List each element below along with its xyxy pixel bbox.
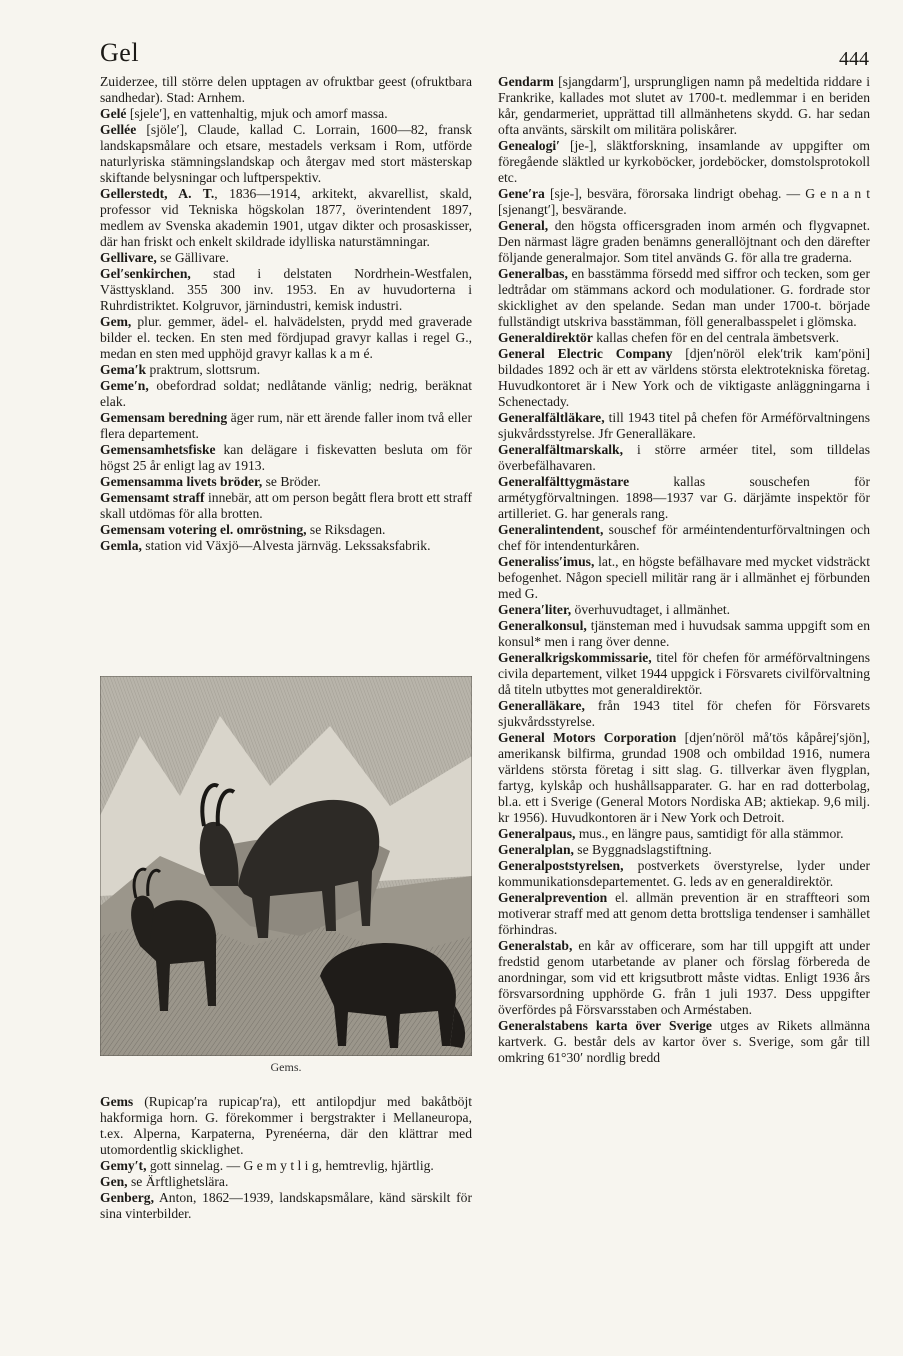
dictionary-entry (100, 250, 472, 266)
entry-text: tjänsteman med i huvudsak samma uppgift som en konsul* men i rang över denne. (498, 618, 870, 649)
dictionary-entry (100, 378, 472, 410)
entry-text: gott sinnelag. — G e m y t l i g, hemtrevlig, hjärtlig. (146, 1158, 434, 1173)
entry-text: se Riksdagen. (306, 522, 386, 537)
left-column-lower (100, 1094, 472, 1222)
entry-headword: Generalstab, (498, 938, 573, 953)
dictionary-entry (100, 1094, 472, 1158)
entry-text: Zuiderzee, till större delen upptagen av ofruktbar geest (ofruktbara sandhedar). Stad: Arnhem. (100, 74, 472, 105)
entry-headword: Gel′senkirchen, (100, 266, 191, 281)
entry-text: [djen′nöröl elek′trik kam′pöni] bildades 1892 och är ett av världens största elektrotekniska företag. Huvudkontoret är i New York och de viktigaste anläggningarna i Schenectady. (498, 346, 871, 409)
dictionary-entry (498, 618, 870, 650)
entry-text: lat., en högste befälhavare med mycket vidsträckt befogenhet. Någon speciell militär rang är i allmänhet ej förbunden med G. (498, 554, 870, 601)
entry-headword: Generalplan, (498, 842, 574, 857)
entry-headword: Gellivare, (100, 250, 157, 265)
entry-text: till 1943 titel på chefen för Arméförvaltningens sjukvårdsstyrelse. Jfr Generalläkare. (498, 410, 870, 441)
entry-text: den högsta officersgraden inom armén och flygvapnet. Den närmast lägre graden benämns generallöjtnant och den därefter följande generalmajor. Som titel används G. för alla tre graderna. (498, 218, 870, 265)
running-head: Gel (100, 38, 140, 67)
chamois-illustration (100, 676, 472, 1056)
dictionary-entry (498, 474, 870, 522)
entry-headword: Generaldirektör (498, 330, 593, 345)
entry-headword: Generalfälttygmästare (498, 474, 630, 489)
entry-headword: Gendarm (498, 74, 554, 89)
entry-headword: Gelé (100, 106, 127, 121)
dictionary-entry (100, 122, 472, 186)
entry-headword: Gene′ra (498, 186, 545, 201)
dictionary-entry (498, 826, 870, 842)
page-number: 444 (839, 48, 869, 70)
dictionary-entry (100, 1174, 472, 1190)
entry-text: äger rum, när ett ärende faller inom två eller flera departement. (100, 410, 472, 441)
entry-text: mus., en längre paus, samtidigt för alla stämmor. (575, 826, 844, 841)
entry-text: station vid Växjö—Alvesta järnväg. Lekssaksfabrik. (141, 538, 431, 553)
entry-headword: Genera′liter, (498, 602, 572, 617)
entry-headword: Gemy′t, (100, 1158, 147, 1173)
entry-headword: Gems (100, 1094, 134, 1109)
entry-text: se Bröder. (262, 474, 321, 489)
dictionary-entry (100, 1190, 472, 1222)
entry-text: se Ärftlighetslära. (127, 1174, 229, 1189)
dictionary-entry (100, 410, 472, 442)
dictionary-entry (498, 74, 870, 138)
entry-headword: Generalpaus, (498, 826, 576, 841)
entry-text: [je-], släktforskning, insamlande av uppgifter om föregående släktled ur kyrkoböcker, jordeböcker, domstolsprotokoll etc. (498, 138, 870, 185)
entry-headword: Geme′n, (100, 378, 149, 393)
entry-text: postverkets överstyrelse, lyder under kommunikationsdepartementet. G. leds av en generaldirektör. (498, 858, 870, 889)
entry-text: kan delägare i fiskevatten besluta om för högst 25 år enligt lag av 1913. (100, 442, 472, 473)
entry-text: [sjöle′], Claude, kallad C. Lorrain, 1600—82, fransk landskapsmålare och etsare, mestadels verksam i Rom, utförde naturlyriska stämningslandskap och återgav med stort mästerskap skiftande belysningar och luftperspektiv. (100, 122, 472, 185)
entry-headword: Gellerstedt, A. T. (100, 186, 215, 201)
dictionary-entry (498, 522, 870, 554)
dictionary-entry (498, 842, 870, 858)
dictionary-entry (498, 186, 870, 218)
dictionary-entry (498, 330, 870, 346)
entry-headword: General Motors Corporation (498, 730, 677, 745)
entry-headword: Gemensamt straff (100, 490, 205, 505)
entry-headword: Generalstabens karta över Sverige (498, 1018, 712, 1033)
entry-headword: Gema′k (100, 362, 147, 377)
entry-headword: Generalintendent, (498, 522, 604, 537)
dictionary-entry (498, 698, 870, 730)
entry-headword: Gemensamma livets bröder, (100, 474, 263, 489)
entry-text: Anton, 1862—1939, landskapsmålare, känd särskilt för sina vinterbilder. (100, 1190, 472, 1221)
dictionary-entry (100, 490, 472, 522)
dictionary-entry (498, 410, 870, 442)
dictionary-entry (498, 218, 870, 266)
dictionary-entry (498, 650, 870, 698)
entry-text: en basstämma försedd med siffror och tecken, som ger ledtrådar om stämmans ackord och modulationer. G. fordrade stor skicklighet av den spelande. Sedan man under 1700-t. började fullständigt utskriva basstämman, föll generalbasspelet i glömska. (498, 266, 870, 329)
dictionary-entry (100, 538, 472, 554)
entry-text: praktrum, slottsrum. (146, 362, 261, 377)
entry-headword: Gen, (100, 1174, 128, 1189)
dictionary-entry (100, 74, 472, 106)
dictionary-entry (100, 522, 472, 538)
entry-headword: General, (498, 218, 549, 233)
entry-headword: Gellée (100, 122, 137, 137)
dictionary-entry (498, 266, 870, 330)
entry-text: stad i delstaten Nordrhein-Westfalen, Västtyskland. 355 300 inv. 1953. En av huvudorterna i Ruhrdistriktet. Kolgruvor, järnindustri, kemisk industri. (100, 266, 472, 313)
right-column (498, 74, 870, 1066)
entry-text: [sjele′], en vattenhaltig, mjuk och amorf massa. (126, 106, 388, 121)
entry-headword: Genberg, (100, 1190, 154, 1205)
entry-headword: Generalprevention (498, 890, 608, 905)
entry-text: i större arméer titel, som tilldelas överbefälhavaren. (498, 442, 870, 473)
entry-headword: Generalfältläkare, (498, 410, 605, 425)
dictionary-entry (498, 138, 870, 186)
entry-text: innebär, att om person begått flera brott ett straff skall utdömas för alla brotten. (100, 490, 472, 521)
entry-text: (Rupicap′ra rupicap′ra), ett antilopdjur med bakåtböjt hakformiga horn. G. förekommer i bergstrakter i Mellaneuropa, t.ex. Alperna, Karpaterna, Pyrenéerna, där den klättrar med utomordentlig skicklighet. (100, 1094, 472, 1157)
entry-headword: Gemensam votering el. omröstning, (100, 522, 307, 537)
left-column (100, 74, 472, 554)
dictionary-entry (498, 858, 870, 890)
dictionary-entry (498, 890, 870, 938)
entry-headword: Generalbas, (498, 266, 568, 281)
entry-text: en kår av officerare, som har till uppgift att under fredstid genom utarbetande av planer och förslag förbereda de anordningar, som vid ett krigsutbrott måste vidtas. Enligt 1936 års försvarsordning upphörde G. från 1 juli 1937. Dess uppgifter överfördes på Försvarsstaben och Arméstaben. (498, 938, 870, 1017)
entry-headword: Generaliss′imus, (498, 554, 595, 569)
entry-text: se Byggnadslagstiftning. (573, 842, 712, 857)
entry-text: souschef för arméintendenturförvaltningen och chef för intendenturkåren. (498, 522, 870, 553)
entry-headword: General Electric Company (498, 346, 673, 361)
entry-text: , 1836—1914, arkitekt, akvarellist, skald, professor vid Tekniska högskolan 1877, överintendent 1897, medlem av Svenska akademin 1901, utgav dikter och prosaskisser, där han friskt och enkelt skildrade idylliska naturstämningar. (100, 186, 472, 249)
entry-text: från 1943 titel för chefen för Försvarets sjukvårdsstyrelse. (498, 698, 870, 729)
entry-headword: Generalläkare, (498, 698, 585, 713)
dictionary-entry (100, 106, 472, 122)
entry-text: [djen′nöröl må′tös kåpårej′sjön], amerikansk bilfirma, grundad 1908 och ombildad 1916, numera världens största företag i sitt slag. G. tillverkar även flygplan, fartyg, kylskåp och hushållsapparater. G. har en rad dotterbolag, bl.a. ett i Sverige (General Motors Nordiska AB; aktiekap. 9,6 milj. kr 1956). Huvudkontoren är i New York och Detroit. (498, 730, 870, 825)
entry-headword: Genealogi′ (498, 138, 560, 153)
entry-text: överhuvudtaget, i allmänhet. (571, 602, 731, 617)
entry-headword: Generalkonsul, (498, 618, 587, 633)
dictionary-entry (498, 730, 870, 826)
dictionary-entry (100, 266, 472, 314)
dictionary-entry (100, 186, 472, 250)
entry-headword: Gemensamhetsfiske (100, 442, 216, 457)
dictionary-entry (498, 938, 870, 1018)
dictionary-entry (498, 1018, 870, 1066)
dictionary-entry (498, 346, 870, 410)
entry-headword: Generalpoststyrelsen, (498, 858, 624, 873)
entry-text: plur. gemmer, ädel- el. halvädelsten, prydd med graverade bilder el. tecken. En sten med fördjupad gravyr kallas i regel G., medan en sten med upphöjd gravyr kallas k a m é. (100, 314, 472, 361)
entry-headword: Gemla, (100, 538, 142, 553)
entry-text: se Gällivare. (156, 250, 229, 265)
entry-headword: Generalkrigskommissarie, (498, 650, 652, 665)
entry-text: utges av Rikets allmänna kartverk. G. består dels av kartor över s. Sverige, som går till omkring 61°30′ nordlig bredd (498, 1018, 870, 1065)
dictionary-entry (100, 474, 472, 490)
entry-headword: Generalfältmarskalk, (498, 442, 623, 457)
entry-text: kallas chefen för en del centrala ämbetsverk. (592, 330, 839, 345)
entry-text: obefordrad soldat; nedlåtande vänlig; nedrig, beräknat elak. (100, 378, 472, 409)
entry-text: titel för chefen för arméförvaltningens civila departement, vilket 1944 uppgick i Försvarets civilförvaltning då titeln utbyttes mot generaldirektör. (498, 650, 870, 697)
entry-text: [sje-], besvära, förorsaka lindrigt obehag. — G e n a n t [sjenangt′], besvärande. (498, 186, 870, 217)
dictionary-entry (498, 602, 870, 618)
entry-headword: Gem, (100, 314, 132, 329)
dictionary-entry (100, 314, 472, 362)
dictionary-entry (100, 1158, 472, 1174)
entry-text: el. allmän prevention är en straffteori som motiverar straff med att genom detta brottsliga tendenser i samhället förhindras. (498, 890, 870, 937)
entry-headword: Gemensam beredning (100, 410, 228, 425)
dictionary-entry (498, 554, 870, 602)
dictionary-entry (498, 442, 870, 474)
dictionary-entry (100, 362, 472, 378)
entry-text: kallas souschefen för armétygförvaltningen. 1898—1937 var G. därjämte inspektör för artilleriet. G. har generals rang. (498, 474, 870, 521)
dictionary-entry (100, 442, 472, 474)
entry-text: [sjangdarm′], ursprungligen namn på medeltida riddare i Frankrike, kallades mot slutet av 1700-t. medlemmar i en beriden kår, gendarmeriet, upprättad till allmänhetens skydd. G. har sedan ofta använts, särskilt om militära poliskårer. (498, 74, 870, 137)
figure-caption: Gems. (270, 1060, 302, 1074)
